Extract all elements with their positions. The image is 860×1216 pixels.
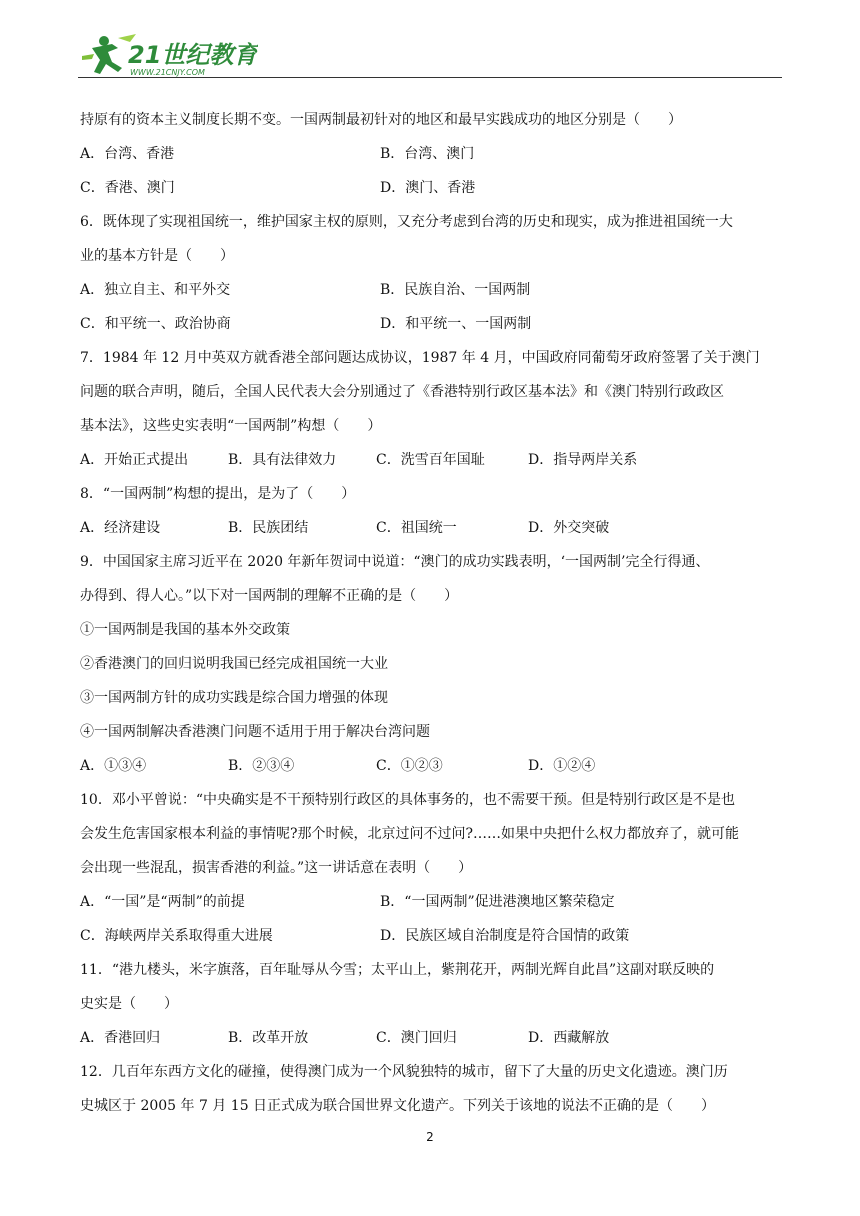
q10-option-d: D．民族区域自治制度是符合国情的政策	[380, 928, 630, 944]
q9-stem-2: 办得到、得人心。”以下对一国两制的理解不正确的是（ ）	[80, 588, 459, 604]
q7-stem-2: 问题的联合声明，随后，全国人民代表大会分别通过了《香港特别行政区基本法》和《澳门特别行政政区	[80, 384, 724, 400]
q8-option-d: D．外交突破	[528, 520, 610, 536]
q8-option-c: C．祖国统一	[376, 520, 457, 536]
q10-stem-2: 会发生危害国家根本利益的事情呢?那个时候，北京过问不过问?……如果中央把什么权力都放弃了，就可能	[80, 826, 740, 842]
q6-option-d: D．和平统一、一国两制	[380, 316, 532, 332]
q6-option-c: C．和平统一、政治协商	[80, 316, 231, 332]
page-header	[78, 30, 782, 80]
q9-option-d: D．①②④	[528, 758, 596, 774]
q11-stem-2: 史实是（ ）	[80, 996, 178, 1012]
q9-option-b: B．②③④	[228, 758, 295, 774]
logo	[78, 34, 258, 78]
q9-item-3: ③一国两制方针的成功实践是综合国力增强的体现	[80, 690, 388, 706]
q11-option-c: C．澳门回归	[376, 1030, 457, 1046]
q10-option-a: A．“一国”是“两制”的前提	[80, 894, 245, 910]
q5-stem: 持原有的资本主义制度长期不变。一国两制最初针对的地区和最早实践成功的地区分别是（ ）	[80, 112, 682, 128]
q5-option-b: B．台湾、澳门	[380, 146, 475, 162]
q11-option-a: A．香港回归	[80, 1030, 161, 1046]
svg-text:21世纪教育: 21世纪教育	[128, 41, 258, 69]
q12-stem-2: 史城区于 2005 年 7 月 15 日正式成为联合国世界文化遗产。下列关于该地的说法不正确的是（ ）	[80, 1098, 716, 1114]
q11-stem-1: 11．“港九楼头，米字旗落，百年耻辱从今雪；太平山上，紫荆花开，两制光辉自此昌”这副对联反映的	[80, 962, 715, 978]
q6-option-b: B．民族自治、一国两制	[380, 282, 531, 298]
q8-option-a: A．经济建设	[80, 520, 161, 536]
q6-stem-1: 6．既体现了实现祖国统一，维护国家主权的原则，又充分考虑到台湾的历史和现实，成为推进祖国统一大	[80, 214, 733, 230]
q9-item-4: ④一国两制解决香港澳门问题不适用于用于解决台湾问题	[80, 724, 430, 740]
q9-option-a: A．①③④	[80, 758, 147, 774]
q9-item-1: ①一国两制是我国的基本外交政策	[80, 622, 290, 638]
q9-option-c: C．①②③	[376, 758, 443, 774]
q11-option-b: B．改革开放	[228, 1030, 309, 1046]
q7-option-c: C．洗雪百年国耻	[376, 452, 485, 468]
q7-option-b: B．具有法律效力	[228, 452, 337, 468]
q10-stem-3: 会出现一些混乱，损害香港的利益。”这一讲话意在表明（ ）	[80, 860, 473, 876]
q9-item-2: ②香港澳门的回归说明我国已经完成祖国统一大业	[80, 656, 388, 672]
q7-option-a: A．开始正式提出	[80, 452, 189, 468]
q9-stem-1: 9．中国国家主席习近平在 2020 年新年贺词中说道：“澳门的成功实践表明，‘一国两制’完全行得通、	[80, 554, 710, 570]
q10-option-c: C．海峡两岸关系取得重大进展	[80, 928, 273, 944]
q11-option-d: D．西藏解放	[528, 1030, 610, 1046]
q7-stem-3: 基本法》，这些史实表明“一国两制”构想（ ）	[80, 418, 382, 434]
q5-option-c: C．香港、澳门	[80, 180, 175, 196]
q5-option-a: A．台湾、香港	[80, 146, 175, 162]
q10-stem-1: 10．邓小平曾说：“中央确实是不干预特别行政区的具体事务的，也不需要干预。但是特别行政区是不是也	[80, 792, 735, 808]
page-number: 2	[426, 1130, 434, 1144]
q7-option-d: D．指导两岸关系	[528, 452, 638, 468]
q12-stem-1: 12．几百年东西方文化的碰撞，使得澳门成为一个风貌独特的城市，留下了大量的历史文化遗迹。澳门历	[80, 1064, 728, 1080]
q6-stem-2: 业的基本方针是（ ）	[80, 248, 234, 264]
runner-icon	[82, 36, 122, 74]
q6-option-a: A．独立自主、和平外交	[80, 282, 231, 298]
q10-option-b: B．“一国两制”促进港澳地区繁荣稳定	[380, 894, 615, 910]
q8-stem: 8．“一国两制”构想的提出，是为了（ ）	[80, 486, 356, 502]
q7-stem-1: 7．1984 年 12 月中英双方就香港全部问题达成协议，1987 年 4 月，中国政府同葡萄牙政府签署了关于澳门	[80, 350, 760, 366]
header-divider	[78, 77, 782, 78]
svg-text:WWW.21CNJY.COM: WWW.21CNJY.COM	[130, 68, 205, 77]
q8-option-b: B．民族团结	[228, 520, 309, 536]
q5-option-d: D．澳门、香港	[380, 180, 476, 196]
